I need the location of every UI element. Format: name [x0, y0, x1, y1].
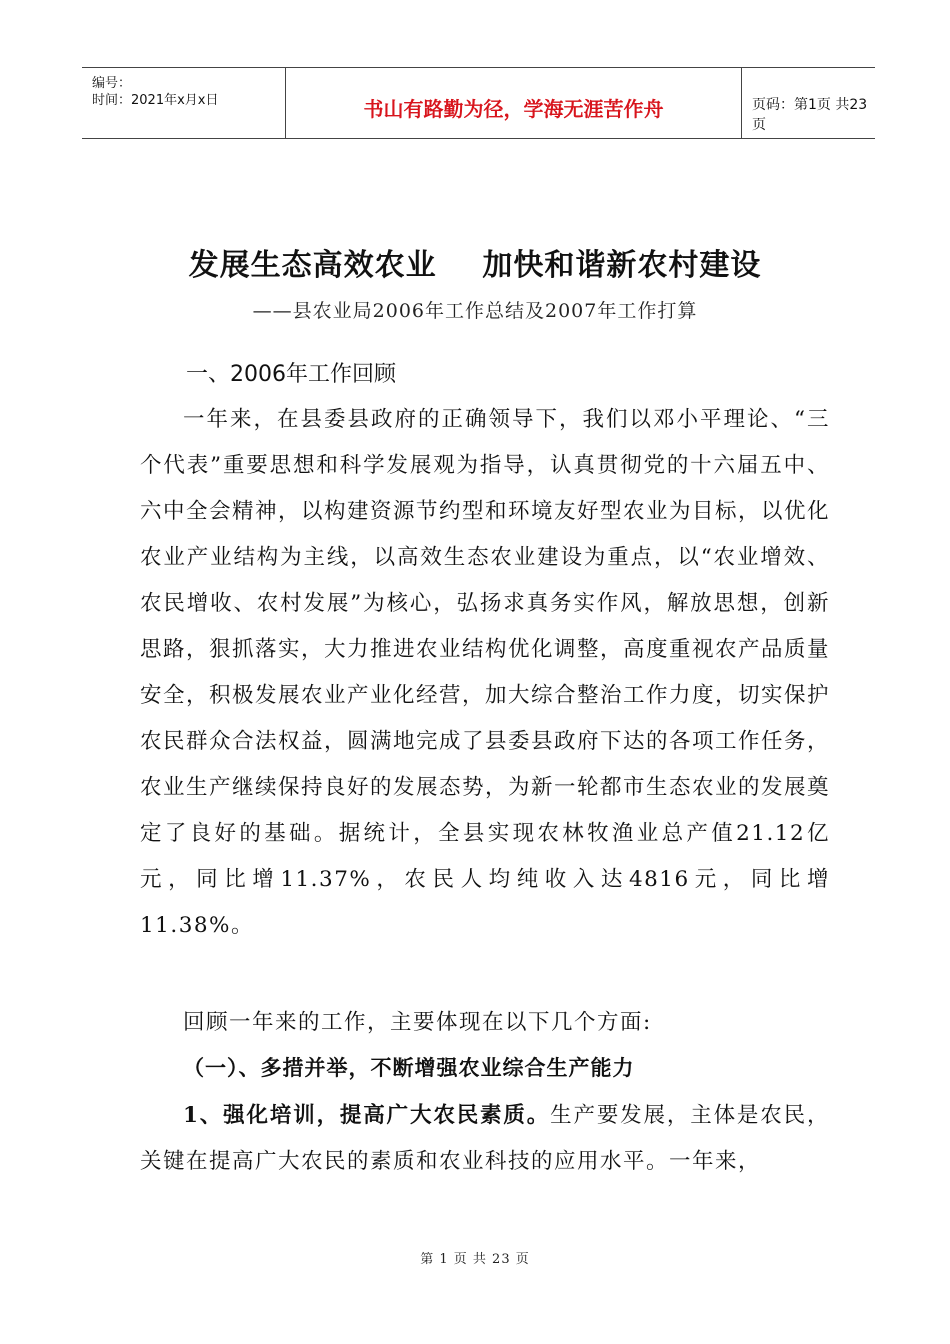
document-subtitle: ——县农业局2006年工作总结及2007年工作打算	[252, 300, 698, 322]
header-table	[82, 67, 875, 139]
header-motto: 书山有路勤为径，学海无涯苦作舟	[363, 97, 664, 121]
subsection-heading: （一）、多措并举，不断增强农业综合生产能力	[183, 1055, 635, 1080]
document-time-label: 时间：2021年x月x日	[92, 93, 219, 108]
header-motto-cell	[286, 68, 742, 138]
item-1-text: 生产要发展，主体是农民，关键在提高广大农民的素质和农业科技的应用水平。一年来，	[140, 1103, 830, 1174]
header-page-info: 页码：第1页 共23页	[752, 97, 868, 133]
paragraph-item-1	[140, 1093, 830, 1185]
paragraph-review-intro: 回顾一年来的工作，主要体现在以下几个方面:	[183, 1010, 652, 1035]
item-1-heading: 1、强化培训，提高广大农民素质。	[183, 1103, 551, 1128]
header-meta-cell	[82, 68, 286, 138]
document-number-label: 编号：	[92, 76, 132, 91]
page-footer: 第 1 页 共 23 页	[420, 1252, 530, 1267]
section-heading: 一、2006年工作回顾	[186, 362, 396, 387]
header-page-cell	[742, 68, 875, 138]
paragraph-overview: 一年来，在县委县政府的正确领导下，我们以邓小平理论、“三个代表”重要思想和科学发展观为指导，认真贯彻党的十六届五中、六中全会精神，以构建资源节约型和环境友好型农业为目标，以优化农业产业结构为主线，以高效生态农业建设为重点，以“农业增效、农民增收、农村发展”为核心，弘扬求真务实作风，解放思想，创新思路，狠抓落实，大力推进农业结构优化调整，高度重视农产品质量安全，积极发展农业产业化经营，加大综合整治工作力度，切实保护农民群众合法权益，圆满地完成了县委县政府下达的各项工作任务，农业生产继续保持良好的发展态势，为新一轮都市生态农业的发展奠定了良好的基础。据统计，全县实现农林牧渔业总产值21.12亿元，同比增11.37%，农民人均纯收入达4816元，同比增11.38%。	[140, 407, 831, 938]
document-title: 发展生态高效农业 加快和谐新农村建设	[188, 248, 762, 283]
